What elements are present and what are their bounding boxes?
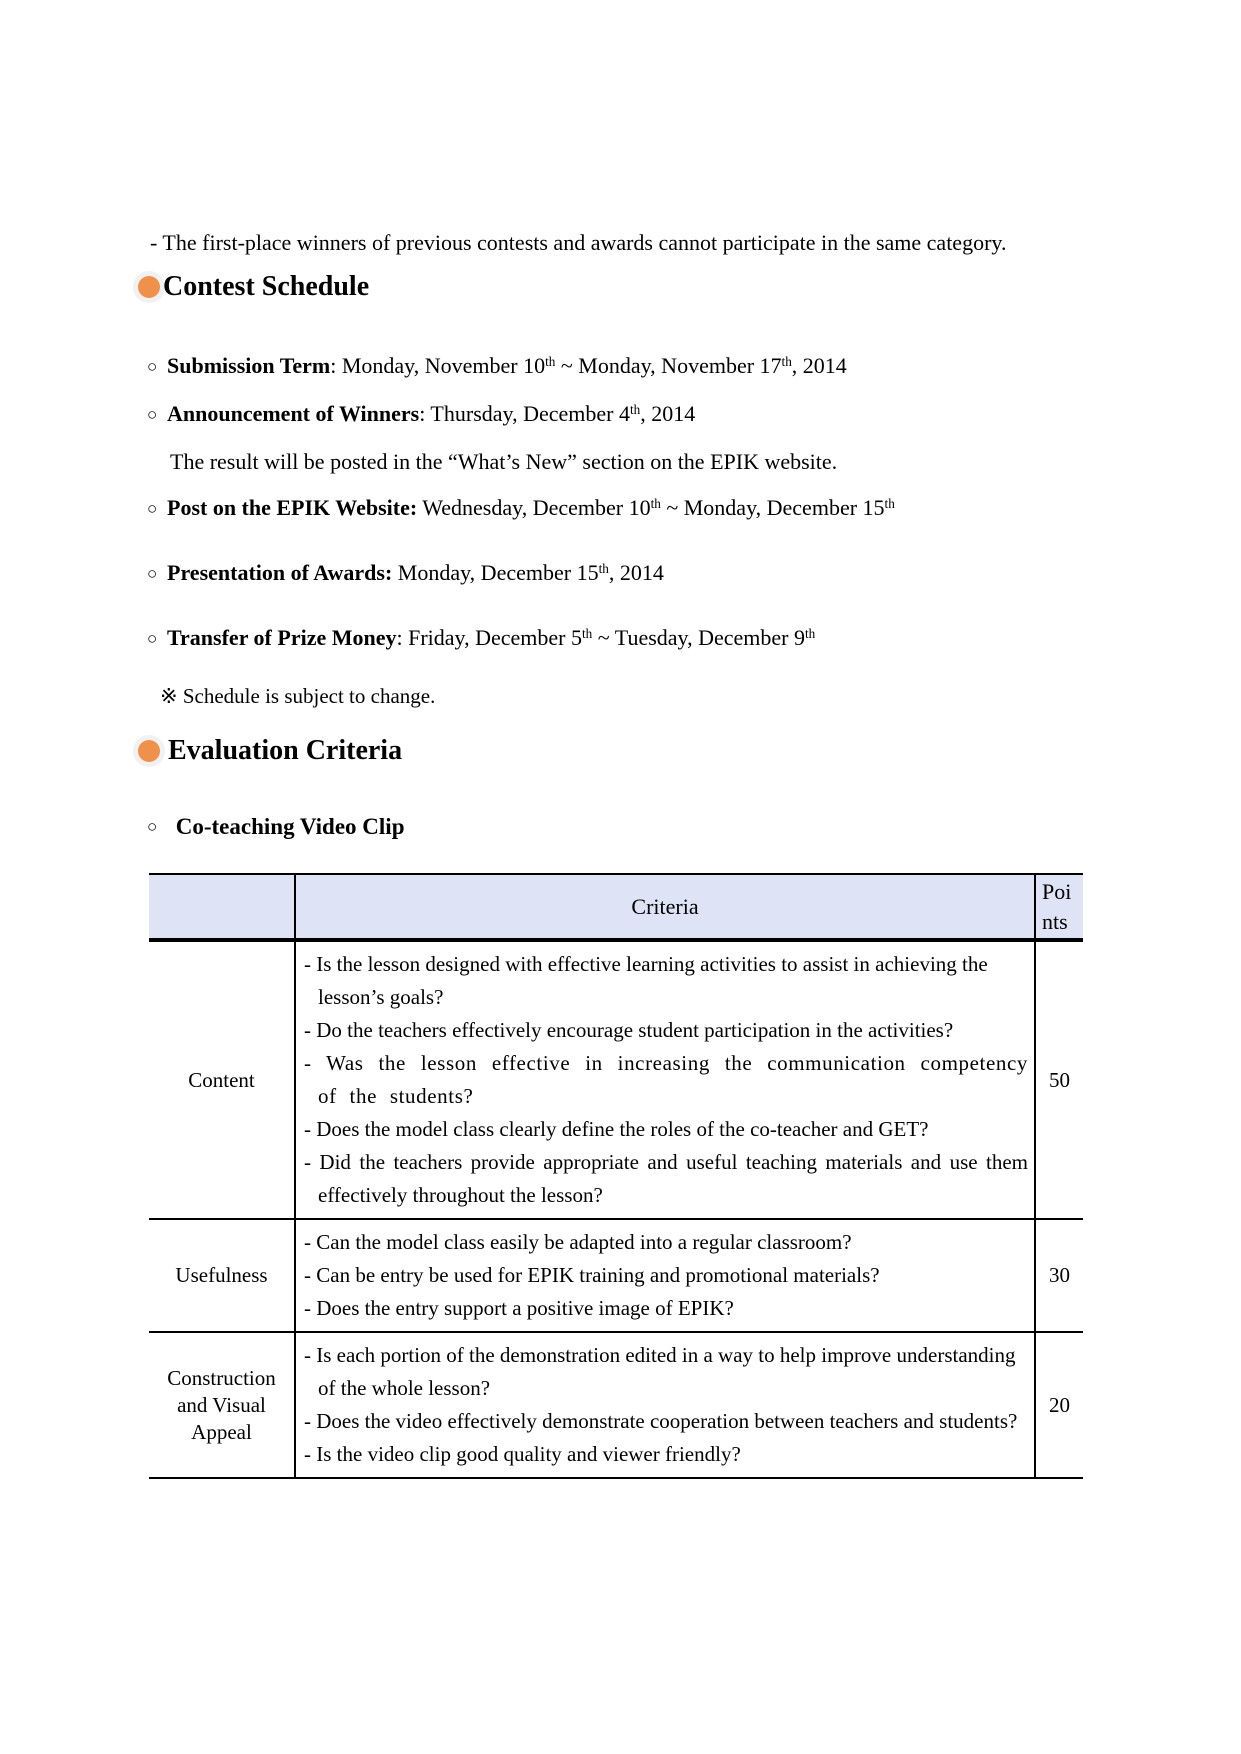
category-cell: Usefulness <box>149 1219 295 1332</box>
header-cell-points <box>1035 874 1083 940</box>
text-segment: Monday, December 15 <box>392 560 599 585</box>
circle-bullet-icon: ○ <box>147 405 158 424</box>
circle-bullet-icon: ○ <box>147 357 158 376</box>
superscript-ordinal: th <box>582 625 593 641</box>
superscript-ordinal: th <box>545 353 556 369</box>
evaluation-criteria-table <box>149 873 1083 1479</box>
section-heading-contest-schedule <box>138 270 369 304</box>
text-segment: Announcement of Winners <box>167 401 420 426</box>
superscript-ordinal: th <box>629 401 641 417</box>
header-points-line: Poi <box>1042 878 1072 904</box>
superscript-ordinal: th <box>598 560 609 576</box>
text-segment: : Friday, December 5 <box>396 625 583 650</box>
contest-schedule-list <box>147 350 1122 712</box>
criteria-cell <box>295 940 1035 1219</box>
subsection-co-teaching-video-clip <box>147 812 404 842</box>
schedule-list-item <box>147 622 1122 655</box>
criteria-item: - Did the teachers provide appropriate and useful teaching materials and use them effectively throughout the lesson? <box>304 1150 1028 1207</box>
criteria-cell <box>295 1219 1035 1332</box>
header-points-line: nts <box>1042 908 1068 934</box>
text-segment: , 2014 <box>791 353 847 378</box>
superscript-ordinal: th <box>884 495 895 511</box>
criteria-item: - Is the video clip good quality and viewer friendly? <box>304 1442 741 1466</box>
schedule-list-item <box>147 350 1122 383</box>
points-value: 50 <box>1035 940 1083 1219</box>
text-segment: Wednesday, December 10 <box>417 495 651 520</box>
text-segment: ~ Monday, December 15 <box>660 495 885 520</box>
criteria-item: - Is the lesson designed with effective learning activities to assist in achieving the lesson’s goals? <box>304 952 988 1009</box>
circle-bullet-icon: ○ <box>147 629 158 648</box>
circle-bullet-icon: ○ <box>147 817 158 836</box>
text-segment: Transfer of Prize Money <box>167 625 397 650</box>
text-segment: , 2014 <box>608 560 664 585</box>
points-value: 20 <box>1035 1332 1083 1478</box>
header-cell-criteria: Criteria <box>295 874 1035 940</box>
category-cell: Construction and Visual Appeal <box>149 1332 295 1478</box>
criteria-item: - Is each portion of the demonstration edited in a way to help improve understanding of the whole lesson? <box>304 1343 1016 1400</box>
header-cell-category <box>149 874 295 940</box>
schedule-list-item <box>147 398 1122 431</box>
orange-bullet-icon <box>138 276 160 298</box>
section-title: Evaluation Criteria <box>168 735 403 766</box>
criteria-item: - Does the model class clearly define the roles of the co-teacher and GET? <box>304 1117 929 1141</box>
note-previous-winners: - The first-place winners of previous contests and awards cannot participate in the same category. <box>150 230 1007 255</box>
text-segment: : Thursday, December 4 <box>419 401 630 426</box>
subsection-title: Co-teaching Video Clip <box>175 814 405 839</box>
criteria-item: - Was the lesson effective in increasing the communication competency of the students? <box>304 1051 1028 1108</box>
table-header-row <box>149 874 1083 940</box>
circle-bullet-icon: ○ <box>147 564 158 583</box>
schedule-sub-note <box>147 446 1122 478</box>
text-segment: Presentation of Awards: <box>167 560 393 585</box>
criteria-cell <box>295 1332 1035 1478</box>
section-heading-evaluation-criteria <box>138 734 402 768</box>
text-segment: The result will be posted in the “What’s New” section on the EPIK website. <box>170 449 838 474</box>
criteria-item: - Does the video effectively demonstrate cooperation between teachers and students? <box>304 1409 1018 1433</box>
text-segment: ~ Tuesday, December 9 <box>592 625 805 650</box>
circle-bullet-icon: ○ <box>147 499 158 518</box>
points-value: 30 <box>1035 1219 1083 1332</box>
schedule-list-item <box>147 492 1122 525</box>
criteria-item: - Can the model class easily be adapted into a regular classroom? <box>304 1230 852 1254</box>
criteria-item: - Do the teachers effectively encourage student participation in the activities? <box>304 1018 954 1042</box>
superscript-ordinal: th <box>805 625 816 641</box>
text-segment: : Monday, November 10 <box>330 353 546 378</box>
schedule-list-item <box>147 557 1122 590</box>
text-segment: ~ Monday, November 17 <box>555 353 782 378</box>
superscript-ordinal: th <box>650 495 661 511</box>
category-cell: Content <box>149 940 295 1219</box>
table-row-construction <box>149 1332 1083 1478</box>
text-segment: Submission Term <box>167 353 331 378</box>
section-title: Contest Schedule <box>163 271 370 302</box>
superscript-ordinal: th <box>781 353 792 369</box>
criteria-item: - Can be entry be used for EPIK training and promotional materials? <box>304 1263 880 1287</box>
text-segment: Post on the EPIK Website: <box>167 495 418 520</box>
criteria-item: - Does the entry support a positive image of EPIK? <box>304 1296 734 1320</box>
schedule-change-note: ※ Schedule is subject to change. <box>160 684 436 708</box>
text-segment: , 2014 <box>640 401 696 426</box>
orange-bullet-icon <box>138 740 160 762</box>
table-row-content <box>149 940 1083 1219</box>
table-row-usefulness <box>149 1219 1083 1332</box>
